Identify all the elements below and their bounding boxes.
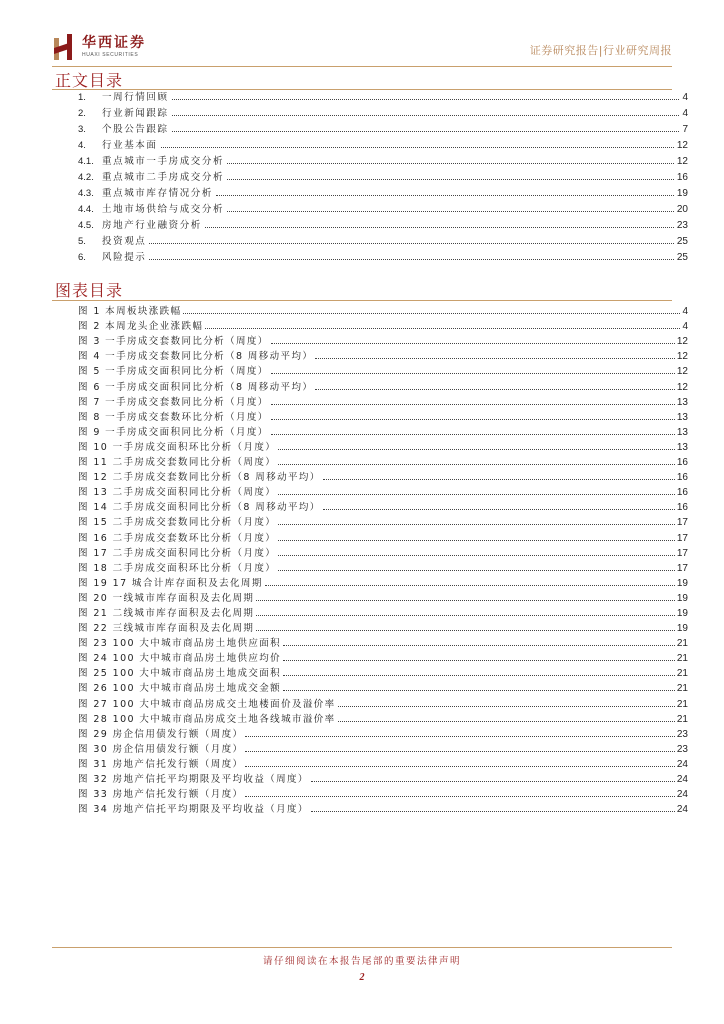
- dot-leader: [227, 211, 674, 212]
- dot-leader: [278, 464, 675, 465]
- dot-leader: [271, 404, 675, 405]
- figure-entry[interactable]: [78, 770, 688, 785]
- dot-leader: [283, 660, 675, 661]
- toc-entry[interactable]: [78, 231, 688, 247]
- toc-entry[interactable]: [78, 215, 688, 231]
- figure-entry-label: 图 33 房地产信托发行额（月度）: [78, 789, 244, 801]
- figure-entry[interactable]: [78, 332, 688, 347]
- dot-leader: [283, 675, 675, 676]
- dot-leader: [172, 131, 680, 132]
- huaxi-logo-icon: [52, 32, 74, 62]
- figure-entry[interactable]: [78, 544, 688, 559]
- dot-leader: [278, 524, 675, 525]
- toc-entry-page: 7: [682, 124, 688, 135]
- figure-entry-page: 13: [676, 426, 688, 438]
- toc-entry-page: 4: [682, 108, 688, 119]
- figure-entry-page: 19: [676, 623, 688, 635]
- figure-entry-page: 16: [676, 487, 688, 499]
- dot-leader: [205, 328, 680, 329]
- figure-entry[interactable]: [78, 785, 688, 800]
- dot-leader: [278, 449, 675, 450]
- figure-title-divider: [52, 300, 672, 301]
- header-divider: [52, 66, 672, 67]
- figure-entry-page: 21: [676, 638, 688, 650]
- dot-leader: [323, 509, 675, 510]
- figure-entry-label: 图 23 100 大中城市商品房土地供应面积: [78, 638, 282, 650]
- figure-entry[interactable]: [78, 634, 688, 649]
- toc-entry-number: 4.5.: [78, 220, 94, 231]
- figure-entry[interactable]: [78, 362, 688, 377]
- toc-entry-number: 4.1.: [78, 156, 94, 167]
- figure-entry-label: 图 9 一手房成交面积同比分析（月度）: [78, 426, 269, 438]
- figure-entry[interactable]: [78, 694, 688, 709]
- figure-entry-page: 17: [676, 562, 688, 574]
- figure-entry-page: 24: [676, 758, 688, 770]
- figure-entry-page: 17: [676, 547, 688, 559]
- figure-entry-label: 图 15 二手房成交套数同比分析（月度）: [78, 517, 277, 529]
- figure-entry-page: 21: [676, 668, 688, 680]
- toc-entry-page: 23: [676, 220, 688, 231]
- legal-notice: 请仔细阅读在本报告尾部的重要法律声明: [262, 956, 461, 967]
- dot-leader: [183, 313, 680, 314]
- toc-entry-number: 4.: [78, 140, 86, 151]
- figure-entry-page: 21: [676, 683, 688, 695]
- figure-entry-label: 图 5 一手房成交面积同比分析（周度）: [78, 366, 269, 378]
- huaxi-logo: [52, 30, 182, 66]
- figure-entry-page: 21: [676, 713, 688, 725]
- figure-entry-label: 图 22 三线城市库存面积及去化周期: [78, 623, 255, 635]
- figure-entry-label: 图 14 二手房成交面积同比分析（8 周移动平均）: [78, 502, 321, 514]
- toc-entry-page: 19: [676, 188, 688, 199]
- figure-entry-page: 13: [676, 396, 688, 408]
- logo-chinese-name: 华西证券: [82, 35, 146, 51]
- figure-entry-page: 16: [676, 457, 688, 469]
- dot-leader: [172, 99, 680, 100]
- dot-leader: [271, 343, 675, 344]
- figure-entry-label: 图 28 100 大中城市商品房成交土地各线城市溢价率: [78, 713, 336, 725]
- figure-entry[interactable]: [78, 574, 688, 589]
- figure-entry-label: 图 7 一手房成交套数同比分析（月度）: [78, 396, 269, 408]
- dot-leader: [245, 796, 674, 797]
- toc-entry-page: 25: [676, 252, 688, 263]
- figure-entry-label: 图 13 二手房成交面积同比分析（周度）: [78, 487, 277, 499]
- figure-entry-label: 图 12 二手房成交套数同比分析（8 周移动平均）: [78, 472, 321, 484]
- dot-leader: [315, 358, 675, 359]
- figure-list: [78, 302, 688, 815]
- dot-leader: [338, 706, 675, 707]
- figure-entry-label: 图 1 本周板块涨跌幅: [78, 306, 182, 318]
- figure-entry-page: 17: [676, 517, 688, 529]
- dot-leader: [205, 227, 674, 228]
- dot-leader: [227, 179, 674, 180]
- figure-entry-page: 21: [676, 698, 688, 710]
- dot-leader: [216, 195, 674, 196]
- toc-entry[interactable]: [78, 87, 688, 103]
- figure-entry-page: 24: [676, 789, 688, 801]
- figure-entry-label: 图 20 一线城市库存面积及去化周期: [78, 592, 255, 604]
- figure-entry-page: 19: [676, 577, 688, 589]
- dot-leader: [315, 389, 675, 390]
- figure-entry-label: 图 25 100 大中城市商品房土地成交面积: [78, 668, 282, 680]
- figure-entry-label: 图 11 二手房成交套数同比分析（周度）: [78, 457, 277, 469]
- figure-entry-label: 图 3 一手房成交套数同比分析（周度）: [78, 336, 269, 348]
- figure-entry-page: 16: [676, 502, 688, 514]
- toc-entry-page: 25: [676, 236, 688, 247]
- dot-leader: [338, 721, 675, 722]
- dot-leader: [172, 115, 680, 116]
- dot-leader: [283, 645, 675, 646]
- toc-entry[interactable]: [78, 247, 688, 263]
- figure-entry-label: 图 17 二手房成交面积同比分析（月度）: [78, 547, 277, 559]
- toc-entry-label: 投资观点: [102, 236, 147, 247]
- dot-leader: [149, 259, 673, 260]
- toc-entry-page: 16: [676, 172, 688, 183]
- figure-entry-page: 21: [676, 653, 688, 665]
- dot-leader: [245, 766, 674, 767]
- figure-entry-label: 图 29 房企信用债发行额（周度）: [78, 728, 244, 740]
- figure-entry[interactable]: [78, 302, 688, 317]
- toc-list: [78, 87, 688, 263]
- toc-entry-label: 个股公告跟踪: [102, 124, 169, 135]
- figure-entry[interactable]: [78, 393, 688, 408]
- figure-list-title: 图表目录: [55, 281, 124, 300]
- dot-leader: [265, 585, 675, 586]
- toc-entry-label: 房地产行业融资分析: [102, 220, 202, 231]
- figure-entry-page: 12: [676, 366, 688, 378]
- figure-entry-label: 图 21 二线城市库存面积及去化周期: [78, 607, 255, 619]
- figure-entry-label: 图 32 房地产信托平均期限及平均收益（周度）: [78, 774, 309, 785]
- toc-entry-page: 12: [676, 140, 688, 151]
- dot-leader: [311, 811, 675, 812]
- figure-entry-label: 图 19 17 城合计库存面积及去化周期: [78, 577, 263, 589]
- figure-entry[interactable]: [78, 664, 688, 679]
- figure-entry[interactable]: [78, 498, 688, 513]
- figure-entry-page: 12: [676, 381, 688, 393]
- figure-entry-page: 4: [682, 321, 688, 333]
- toc-entry-page: 20: [676, 204, 688, 215]
- toc-entry-label: 行业基本面: [102, 140, 158, 151]
- toc-entry-label: 重点城市一手房成交分析: [102, 156, 225, 167]
- dot-leader: [227, 163, 674, 164]
- figure-entry-page: 19: [676, 592, 688, 604]
- figure-entry[interactable]: [78, 725, 688, 740]
- figure-entry[interactable]: [78, 589, 688, 604]
- figure-entry-label: 图 18 二手房成交面积环比分析（月度）: [78, 562, 277, 574]
- figure-entry-page: 23: [676, 728, 688, 740]
- figure-entry[interactable]: [78, 347, 688, 362]
- figure-entry[interactable]: [78, 528, 688, 543]
- toc-entry-number: 6.: [78, 252, 86, 263]
- toc-entry-label: 一周行情回顾: [102, 92, 169, 103]
- dot-leader: [278, 540, 675, 541]
- figure-entry-label: 图 30 房企信用债发行额（月度）: [78, 743, 244, 755]
- figure-entry[interactable]: [78, 453, 688, 468]
- toc-title: 正文目录: [55, 71, 124, 90]
- figure-entry-page: 24: [676, 804, 688, 816]
- figure-entry[interactable]: [78, 559, 688, 574]
- figure-entry[interactable]: [78, 604, 688, 619]
- dot-leader: [256, 615, 675, 616]
- figure-entry[interactable]: [78, 649, 688, 664]
- toc-entry-label: 行业新闻跟踪: [102, 108, 169, 119]
- figure-entry-page: 13: [676, 441, 688, 453]
- toc-entry-number: 2.: [78, 108, 86, 119]
- toc-entry[interactable]: [78, 167, 688, 183]
- dot-leader: [278, 494, 675, 495]
- figure-entry-page: 12: [676, 336, 688, 348]
- page-number: 2: [359, 972, 365, 983]
- toc-entry-label: 重点城市库存情况分析: [102, 188, 214, 199]
- figure-entry-label: 图 24 100 大中城市商品房土地供应均价: [78, 653, 282, 665]
- footer-divider: [52, 947, 672, 948]
- figure-entry[interactable]: [78, 619, 688, 634]
- toc-entry-label: 重点城市二手房成交分析: [102, 172, 225, 183]
- figure-entry[interactable]: [78, 438, 688, 453]
- dot-leader: [256, 600, 675, 601]
- dot-leader: [283, 690, 675, 691]
- dot-leader: [323, 479, 675, 480]
- dot-leader: [245, 751, 674, 752]
- figure-entry[interactable]: [78, 468, 688, 483]
- toc-entry[interactable]: [78, 183, 688, 199]
- figure-entry-label: 图 8 一手房成交套数环比分析（月度）: [78, 411, 269, 423]
- toc-entry-number: 4.2.: [78, 172, 94, 183]
- figure-entry-page: 17: [676, 532, 688, 544]
- figure-entry-label: 图 16 二手房成交套数环比分析（月度）: [78, 532, 277, 544]
- figure-entry-page: 4: [682, 306, 688, 318]
- figure-entry-label: 图 27 100 大中城市商品房成交土地楼面价及溢价率: [78, 698, 336, 710]
- figure-entry[interactable]: [78, 740, 688, 755]
- figure-entry-label: 图 26 100 大中城市商品房土地成交金额: [78, 683, 282, 695]
- figure-entry[interactable]: [78, 710, 688, 725]
- figure-entry-page: 13: [676, 411, 688, 423]
- page-header: [52, 30, 672, 66]
- toc-entry[interactable]: [78, 103, 688, 119]
- figure-entry-label: 图 6 一手房成交面积同比分析（8 周移动平均）: [78, 381, 314, 393]
- toc-entry[interactable]: [78, 135, 688, 151]
- toc-entry-number: 4.3.: [78, 188, 94, 199]
- dot-leader: [311, 781, 675, 782]
- dot-leader: [278, 570, 675, 571]
- dot-leader: [149, 243, 673, 244]
- figure-entry[interactable]: [78, 513, 688, 528]
- figure-entry[interactable]: [78, 679, 688, 694]
- logo-english-name: HUAXI SECURITIES: [82, 52, 139, 58]
- toc-entry-number: 5.: [78, 236, 86, 247]
- toc-entry[interactable]: [78, 151, 688, 167]
- dot-leader: [161, 147, 674, 148]
- toc-entry-label: 土地市场供给与成交分析: [102, 204, 225, 215]
- figure-entry[interactable]: [78, 800, 688, 815]
- dot-leader: [256, 630, 675, 631]
- figure-entry[interactable]: [78, 423, 688, 438]
- dot-leader: [271, 419, 675, 420]
- figure-entry-page: 23: [676, 743, 688, 755]
- toc-entry-page: 12: [676, 156, 688, 167]
- dot-leader: [271, 434, 675, 435]
- figure-entry-page: 16: [676, 472, 688, 484]
- dot-leader: [271, 373, 675, 374]
- figure-entry-page: 24: [676, 774, 688, 785]
- figure-entry-label: 图 2 本周龙头企业涨跌幅: [78, 321, 204, 333]
- figure-entry-page: 12: [676, 351, 688, 363]
- figure-entry[interactable]: [78, 483, 688, 498]
- figure-entry-label: 图 34 房地产信托平均期限及平均收益（月度）: [78, 804, 309, 816]
- figure-entry-label: 图 4 一手房成交套数同比分析（8 周移动平均）: [78, 351, 314, 363]
- figure-entry[interactable]: [78, 755, 688, 770]
- toc-entry-page: 4: [682, 92, 688, 103]
- figure-entry[interactable]: [78, 408, 688, 423]
- toc-entry-label: 风险提示: [102, 252, 147, 263]
- dot-leader: [245, 736, 674, 737]
- toc-entry[interactable]: [78, 119, 688, 135]
- dot-leader: [278, 555, 675, 556]
- toc-entry[interactable]: [78, 199, 688, 215]
- figure-entry[interactable]: [78, 377, 688, 392]
- figure-entry-label: 图 10 一手房成交面积环比分析（月度）: [78, 441, 277, 453]
- toc-entry-number: 1.: [78, 92, 86, 103]
- toc-entry-number: 4.4.: [78, 204, 94, 215]
- figure-entry-page: 19: [676, 607, 688, 619]
- figure-entry[interactable]: [78, 317, 688, 332]
- figure-entry-label: 图 31 房地产信托发行额（周度）: [78, 758, 244, 770]
- report-type: 证券研究报告|行业研究周报: [529, 44, 672, 57]
- toc-entry-number: 3.: [78, 124, 86, 135]
